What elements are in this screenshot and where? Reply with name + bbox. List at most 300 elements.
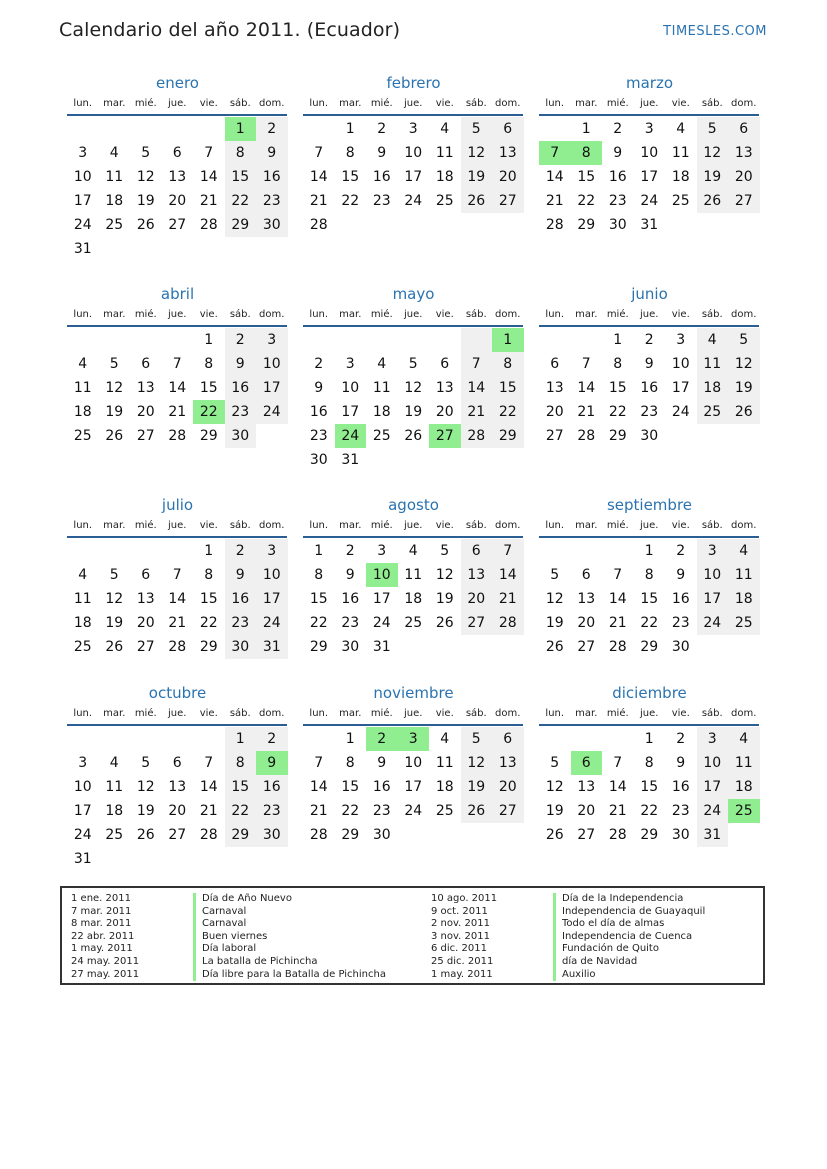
week-row [539,424,760,448]
weekday-label: vie. [671,309,690,320]
weekday-label: sáb. [701,708,723,719]
empty-day-cell [303,328,335,352]
day-cell: 28 [545,217,564,233]
day-cell: 14 [309,779,328,795]
month-enero [67,73,288,261]
day-cell: 4 [377,356,387,372]
week-row [303,352,524,376]
empty-day-cell [539,328,571,352]
legend-holiday-name: Día de Año Nuevo [193,893,386,906]
empty-day-cell [162,117,194,141]
weekday-label: sáb. [465,708,487,719]
day-cell: 20 [577,615,596,631]
day-cell: 19 [728,376,760,400]
day-cell: 12 [435,567,454,583]
day-cell: 4 [440,121,450,137]
weekday-label: lun. [545,98,565,109]
month-grid [67,328,288,448]
empty-day-cell [461,448,493,472]
week-row [303,328,524,352]
day-cell: 27 [577,827,596,843]
day-cell: 28 [168,639,187,655]
week-row [539,587,760,611]
day-cell: 29 [640,639,659,655]
day-cell: 10 [341,380,360,396]
day-cell: 20 [728,165,760,189]
day-cell: 26 [105,428,124,444]
legend-names-right [553,893,705,981]
week-row [303,117,524,141]
month-abril [67,284,288,448]
legend-holiday-name: Auxilio [553,969,705,982]
week-row [303,823,524,847]
day-cell: 30 [671,827,690,843]
header-rule [303,114,523,116]
day-cell: 28 [309,217,328,233]
week-row [67,563,288,587]
week-row [539,376,760,400]
day-cell: 6 [728,117,760,141]
day-cell: 13 [168,779,187,795]
header-rule [67,536,287,538]
day-cell: 21 [492,587,524,611]
weekday-label: mar. [103,708,126,719]
weekday-label: dom. [731,708,757,719]
empty-day-cell [99,847,131,871]
week-row [67,539,288,563]
day-cell: 15 [640,779,659,795]
day-cell: 8 [644,755,654,771]
weekday-header [303,96,524,114]
day-cell: 3 [697,539,729,563]
day-cell: 11 [728,751,760,775]
day-cell: 14 [608,591,627,607]
month-name: agosto [388,496,439,514]
week-row [303,727,524,751]
day-cell: 1 [644,731,654,747]
week-row [67,400,288,424]
weekday-label: jue. [640,98,659,109]
day-cell: 8 [204,567,214,583]
day-cell: 30 [372,827,391,843]
day-cell: 29 [341,827,360,843]
day-cell: 25 [73,639,92,655]
empty-day-cell [398,448,430,472]
day-cell: 12 [105,380,124,396]
empty-day-cell [429,823,461,847]
weekday-label: dom. [731,98,757,109]
day-cell: 20 [545,404,564,420]
legend-date: 27 may. 2011 [71,968,140,980]
weekday-label: vie. [671,708,690,719]
legend-date: 8 mar. 2011 [71,918,132,930]
empty-day-cell [539,117,571,141]
empty-day-cell [492,448,524,472]
day-cell: 5 [109,356,119,372]
day-cell: 17 [671,380,690,396]
day-cell: 14 [545,169,564,185]
day-cell: 27 [136,639,155,655]
day-cell: 23 [225,611,257,635]
day-cell: 13 [435,380,454,396]
weekday-header [67,307,288,325]
day-cell: 11 [404,567,423,583]
weekday-label: dom. [259,98,285,109]
holiday-day-cell: 8 [571,141,603,165]
day-cell: 5 [440,543,450,559]
day-cell: 14 [199,169,218,185]
weekday-label: dom. [495,98,521,109]
day-cell: 19 [105,404,124,420]
header-rule [303,724,523,726]
day-cell: 23 [671,615,690,631]
weekday-label: mar. [575,98,598,109]
day-cell: 18 [697,376,729,400]
day-cell: 10 [697,751,729,775]
weekday-label: vie. [435,309,454,320]
day-cell: 8 [345,145,355,161]
day-cell: 27 [168,827,187,843]
empty-day-cell [492,213,524,237]
day-cell: 15 [492,376,524,400]
day-cell: 12 [697,141,729,165]
day-cell: 22 [309,615,328,631]
day-cell: 3 [78,755,88,771]
day-cell: 3 [408,121,418,137]
day-cell: 24 [256,400,288,424]
day-cell: 2 [256,117,288,141]
day-cell: 26 [105,639,124,655]
day-cell: 25 [671,193,690,209]
empty-day-cell [303,117,335,141]
day-cell: 23 [372,193,391,209]
day-cell: 23 [309,428,328,444]
day-cell: 28 [492,611,524,635]
brand-link[interactable]: TIMESLES.COM [663,24,767,39]
day-cell: 24 [372,615,391,631]
weekday-label: lun. [309,98,329,109]
day-cell: 2 [613,121,623,137]
empty-day-cell [398,823,430,847]
weekday-label: mar. [103,520,126,531]
day-cell: 5 [550,567,560,583]
day-cell: 19 [461,165,493,189]
month-name: febrero [386,74,441,92]
day-cell: 27 [492,189,524,213]
empty-day-cell [99,117,131,141]
day-cell: 7 [172,567,182,583]
month-grid [67,539,288,659]
day-cell: 7 [613,755,623,771]
day-cell: 31 [73,241,92,257]
day-cell: 29 [309,639,328,655]
week-row [67,823,288,847]
day-cell: 24 [256,611,288,635]
day-cell: 14 [309,169,328,185]
day-cell: 22 [577,193,596,209]
month-grid [303,539,524,659]
month-name: diciembre [612,684,687,702]
weekday-label: mié. [606,708,629,719]
empty-day-cell [130,847,162,871]
empty-day-cell [99,328,131,352]
day-cell: 23 [640,404,659,420]
weekday-label: sáb. [465,520,487,531]
week-row [67,213,288,237]
weekday-label: lun. [545,708,565,719]
day-cell: 28 [199,827,218,843]
day-cell: 8 [314,567,324,583]
day-cell: 2 [377,121,387,137]
weekday-label: mar. [103,98,126,109]
day-cell: 1 [225,727,257,751]
legend-holiday-name: día de Navidad [553,956,705,969]
day-cell: 5 [728,328,760,352]
day-cell: 23 [341,615,360,631]
day-cell: 21 [608,803,627,819]
day-cell: 17 [404,169,423,185]
empty-day-cell [429,448,461,472]
day-cell: 23 [608,193,627,209]
weekday-label: mar. [103,309,126,320]
month-grid [67,117,288,261]
day-cell: 12 [545,591,564,607]
day-cell: 7 [461,352,493,376]
day-cell: 12 [404,380,423,396]
day-cell: 27 [492,799,524,823]
month-junio [539,284,760,448]
day-cell: 23 [256,799,288,823]
empty-day-cell [99,237,131,261]
empty-day-cell [728,823,760,847]
day-cell: 17 [697,587,729,611]
day-cell: 15 [577,169,596,185]
empty-day-cell [130,539,162,563]
day-cell: 5 [461,727,493,751]
day-cell: 10 [73,779,92,795]
day-cell: 21 [461,400,493,424]
day-cell: 7 [314,145,324,161]
weekday-label: lun. [309,708,329,719]
empty-day-cell [162,237,194,261]
empty-day-cell [665,213,697,237]
weekday-label: mié. [134,98,157,109]
holiday-day-cell: 10 [366,563,398,587]
empty-day-cell [571,328,603,352]
week-row [539,189,760,213]
day-cell: 11 [372,380,391,396]
week-row [67,237,288,261]
day-cell: 6 [141,567,151,583]
empty-day-cell [461,635,493,659]
day-cell: 4 [676,121,686,137]
empty-day-cell [728,635,760,659]
day-cell: 20 [168,803,187,819]
empty-day-cell [697,635,729,659]
header-rule [539,724,759,726]
month-name: octubre [148,684,207,702]
weekday-label: dom. [495,520,521,531]
day-cell: 20 [492,775,524,799]
weekday-label: lun. [545,309,565,320]
weekday-label: mar. [575,708,598,719]
empty-day-cell [728,424,760,448]
month-grid [539,539,760,659]
month-name: enero [156,74,199,92]
day-cell: 22 [608,404,627,420]
weekday-label: sáb. [229,309,251,320]
day-cell: 13 [577,779,596,795]
empty-day-cell [256,237,288,261]
day-cell: 14 [577,380,596,396]
empty-day-cell [571,727,603,751]
legend-holiday-name: Día libre para la Batalla de Pichincha [193,969,386,982]
weekday-label: mié. [370,309,393,320]
page-title: Calendario del año 2011. (Ecuador) [59,19,401,41]
day-cell: 19 [435,591,454,607]
day-cell: 18 [73,615,92,631]
day-cell: 25 [435,193,454,209]
day-cell: 25 [697,400,729,424]
day-cell: 22 [225,799,257,823]
day-cell: 4 [697,328,729,352]
day-cell: 15 [199,591,218,607]
empty-day-cell [492,635,524,659]
day-cell: 15 [608,380,627,396]
weekday-label: jue. [640,309,659,320]
weekday-label: jue. [168,98,187,109]
weekday-label: vie. [435,98,454,109]
week-row [67,635,288,659]
day-cell: 30 [256,213,288,237]
empty-day-cell [461,213,493,237]
day-cell: 3 [676,332,686,348]
day-cell: 3 [78,145,88,161]
day-cell: 25 [73,428,92,444]
day-cell: 6 [492,727,524,751]
day-cell: 13 [492,141,524,165]
empty-day-cell [335,328,367,352]
day-cell: 3 [256,328,288,352]
day-cell: 5 [141,755,151,771]
weekday-label: mar. [339,520,362,531]
day-cell: 1 [644,543,654,559]
day-cell: 27 [728,189,760,213]
day-cell: 24 [640,193,659,209]
month-grid [539,117,760,237]
day-cell: 14 [168,380,187,396]
legend-date: 25 dic. 2011 [431,955,494,967]
day-cell: 8 [613,356,623,372]
day-cell: 14 [199,779,218,795]
weekday-label: mié. [606,520,629,531]
week-row [303,751,524,775]
week-row [539,400,760,424]
day-cell: 20 [136,615,155,631]
empty-day-cell [130,117,162,141]
day-cell: 9 [676,755,686,771]
empty-day-cell [193,847,225,871]
weekday-label: vie. [671,520,690,531]
day-cell: 20 [492,165,524,189]
day-cell: 30 [341,639,360,655]
day-cell: 1 [345,121,355,137]
day-cell: 19 [545,615,564,631]
weekday-label: dom. [731,309,757,320]
weekday-label: sáb. [229,708,251,719]
holiday-day-cell: 1 [492,328,524,352]
day-cell: 13 [136,591,155,607]
empty-day-cell [429,328,461,352]
week-row [539,751,760,775]
weekday-label: jue. [404,520,423,531]
day-cell: 4 [440,731,450,747]
empty-day-cell [398,635,430,659]
empty-day-cell [162,328,194,352]
day-cell: 19 [461,775,493,799]
holiday-day-cell: 3 [398,727,430,751]
day-cell: 11 [435,755,454,771]
day-cell: 19 [136,193,155,209]
holiday-day-cell: 27 [429,424,461,448]
week-row [539,352,760,376]
day-cell: 1 [204,332,214,348]
day-cell: 26 [435,615,454,631]
week-row [67,352,288,376]
day-cell: 31 [256,635,288,659]
day-cell: 27 [136,428,155,444]
week-row [67,328,288,352]
day-cell: 26 [545,827,564,843]
day-cell: 31 [640,217,659,233]
day-cell: 3 [256,539,288,563]
day-cell: 26 [136,827,155,843]
month-name: marzo [625,74,674,92]
week-row [303,799,524,823]
month-julio [67,495,288,659]
weekday-label: jue. [640,708,659,719]
legend-holiday-name: Carnaval [193,906,386,919]
day-cell: 29 [640,827,659,843]
day-cell: 21 [309,803,328,819]
day-cell: 29 [225,213,257,237]
day-cell: 15 [225,165,257,189]
weekday-label: lun. [73,708,93,719]
legend-date: 10 ago. 2011 [431,893,498,904]
day-cell: 10 [73,169,92,185]
empty-day-cell [398,328,430,352]
day-cell: 17 [640,169,659,185]
weekday-header [539,518,760,536]
day-cell: 5 [550,755,560,771]
empty-day-cell [571,539,603,563]
day-cell: 7 [492,539,524,563]
legend-holiday-name: Independencia de Guayaquil [553,906,705,919]
week-row [539,799,760,823]
week-row [67,587,288,611]
weekday-label: mié. [370,520,393,531]
empty-day-cell [429,213,461,237]
empty-day-cell [492,823,524,847]
day-cell: 24 [697,611,729,635]
legend-dates-left [71,893,139,981]
legend-date: 6 dic. 2011 [431,943,487,955]
weekday-label: sáb. [701,98,723,109]
week-row [539,775,760,799]
day-cell: 3 [377,543,387,559]
day-cell: 18 [728,775,760,799]
day-cell: 2 [314,356,324,372]
